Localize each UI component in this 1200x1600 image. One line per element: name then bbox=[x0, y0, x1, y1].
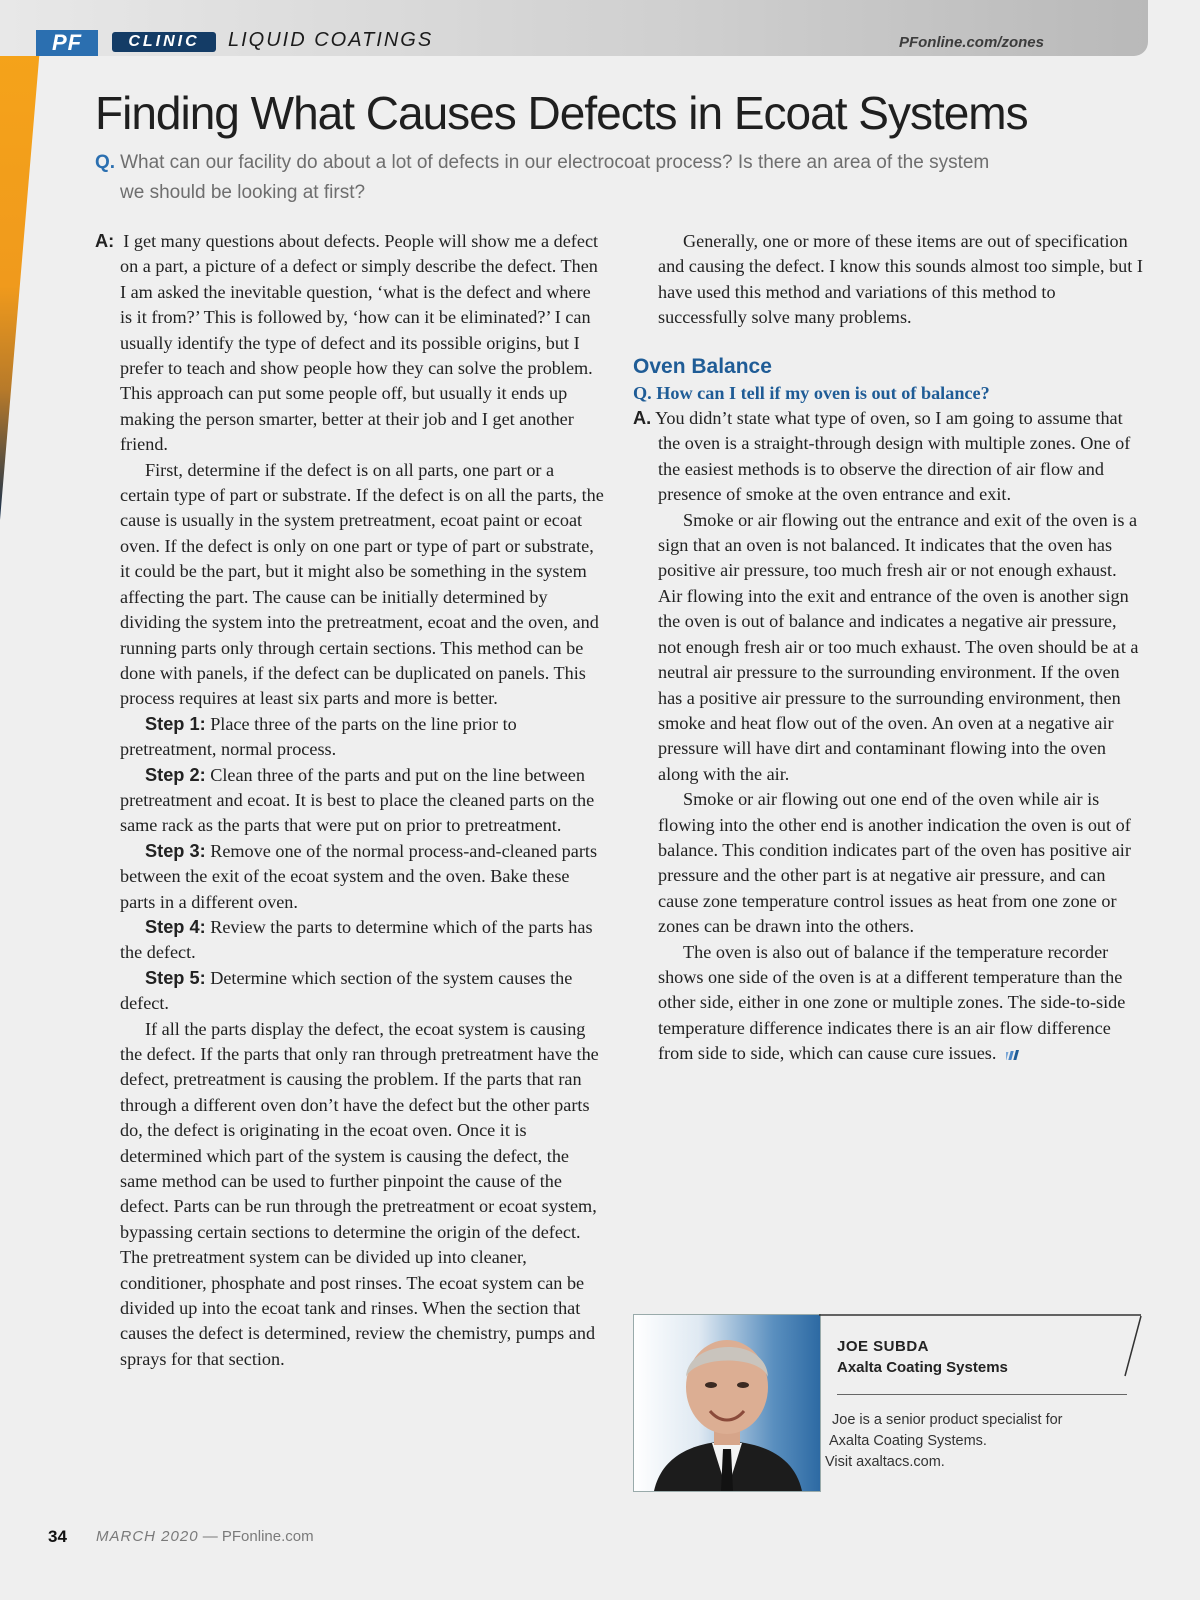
right-column bbox=[633, 229, 1143, 1067]
clinic-badge: CLINIC bbox=[112, 32, 216, 52]
page-number: 34 bbox=[48, 1527, 67, 1546]
answer-paragraph-2: First, determine if the defect is on all parts, one part or a certain type of part or substrate. If the defect is on all the parts, the cause is usually in the system pretreatment, ecoat paint or ecoat oven. If the defect is only on one part or type of part or substrate, it could be the part, but it might also be something in the system affecting the part. The cause can be initially determined by dividing the system into the pretreatment, ecoat and the oven, and running parts only through certain sections. This method can be done with panels, if the defect can be duplicated on panels. This process requires at least six parts and more is better. bbox=[120, 459, 604, 709]
oven-answer-text-1: You didn’t state what type of oven, so I am going to assume that the oven is a straight-through design with multiple zones. One of the easiest methods is to observe the direction of air flow and presence of smoke at the oven entrance and exit. bbox=[655, 408, 1131, 505]
step-4-text: Review the parts to determine which of the parts has the defect. bbox=[120, 916, 593, 963]
question-prefix: Q. bbox=[95, 152, 116, 173]
article-title: Finding What Causes Defects in Ecoat Systems bbox=[95, 87, 1028, 139]
oven-question bbox=[633, 381, 1143, 406]
bio-top-rule bbox=[819, 1314, 1141, 1316]
author-description bbox=[825, 1410, 1115, 1473]
footer-separator: — bbox=[202, 1528, 218, 1545]
answer-paragraph-1 bbox=[95, 229, 605, 458]
step-4 bbox=[95, 915, 605, 966]
author-portrait-icon bbox=[634, 1315, 820, 1491]
oven-question-prefix: Q. bbox=[633, 382, 652, 403]
author-photo bbox=[633, 1314, 821, 1492]
oven-answer-4 bbox=[633, 940, 1143, 1067]
author-name: JOE SUBDA bbox=[837, 1338, 930, 1355]
oven-answer-prefix: A. bbox=[633, 408, 652, 429]
answer-paragraph-4: Generally, one or more of these items are out of specification and causing the defect. I know this sounds almost too simple, but I have used this method and variations of this method to successfully solve many problems. bbox=[658, 231, 1143, 328]
step-5 bbox=[95, 966, 605, 1017]
bio-link[interactable]: Visit axaltacs.com. bbox=[825, 1454, 945, 1470]
step-1-text: Place three of the parts on the line prior to pretreatment, normal process. bbox=[120, 713, 517, 760]
author-bio bbox=[633, 1314, 1141, 1492]
bio-line-1: Joe is a senior product specialist for bbox=[832, 1412, 1063, 1428]
oven-answer-2: Smoke or air flowing out the entrance and exit of the oven is a sign that an oven is not balanced. It indicates that the oven has positive air pressure, too much fresh air or not enough exhaust. Air flowing into the exit and entrance of the oven is another sign the oven is out of balance and indicates a negative air pressure, not enough fresh air or too much exhaust. The oven should be at a neutral air pressure to the surrounding environment. If the oven has a positive air pressure to the surrounding environment, then smoke and heat flow out of the oven. An oven at a negative air pressure will have dirt and contaminant flowing into the oven along with the air. bbox=[658, 509, 1139, 784]
step-5-label: Step 5: bbox=[145, 967, 206, 988]
step-3-text: Remove one of the normal process-and-cleaned parts between the exit of the ecoat system and the oven. Bake these parts in a different oven. bbox=[120, 840, 598, 912]
footer-site-link[interactable]: PFonline.com bbox=[221, 1528, 314, 1545]
left-column bbox=[95, 229, 605, 1372]
oven-question-text: How can I tell if my oven is out of balance? bbox=[656, 382, 990, 403]
question-text: What can our facility do about a lot of defects in our electrocoat process? Is there an area of the system we should be looking at first? bbox=[120, 152, 990, 203]
author-company: Axalta Coating Systems bbox=[837, 1359, 1008, 1376]
step-2-text: Clean three of the parts and put on the line between pretreatment and ecoat. It is best to place the cleaned parts on the same rack as the parts that were put on prior to pretreatment. bbox=[120, 764, 595, 836]
bio-line-2: Axalta Coating Systems. bbox=[829, 1433, 987, 1449]
header-url-link[interactable]: PFonline.com/zones bbox=[898, 34, 1044, 51]
oven-answer-text-4: The oven is also out of balance if the temperature recorder shows one side of the oven is at a different temperature than the other side, either in one zone or multiple zones. The side-to-side temperature difference indicates there is an air flow difference from side to side, which can cause cure issues. bbox=[658, 941, 1126, 1064]
step-3 bbox=[95, 839, 605, 915]
footer-publication bbox=[96, 1528, 314, 1545]
step-2 bbox=[95, 763, 605, 839]
bio-divider bbox=[837, 1394, 1127, 1395]
footer-issue: MARCH 2020 bbox=[96, 1528, 199, 1545]
section-label: LIQUID COATINGS bbox=[228, 29, 434, 51]
answer-paragraph-3: If all the parts display the defect, the ecoat system is causing the defect. If the parts that only ran through pretreatment have the defect, pretreatment is causing the problem. If the parts that ran through a different oven don’t have the defect but the other parts do, the defect is originating in the ecoat oven. Once it is determined which part of the system is causing the defect, the same method can be used to further pinpoint the cause of the defect. Parts can be run through the pretreatment or ecoat system, bypassing certain sections to determine the origin of the defect. The pretreatment system can be divided up into cleaner, conditioner, phosphate and post rinses. The ecoat system can be divided up into the ecoat tank and rinses. When the section that causes the defect is determined, review the chemistry, pumps and sprays for that section. bbox=[120, 1018, 599, 1369]
answer-prefix: A: bbox=[95, 231, 115, 251]
step-1-label: Step 1: bbox=[145, 713, 206, 734]
step-4-label: Step 4: bbox=[145, 916, 206, 937]
answer-text-1: I get many questions about defects. People will show me a defect on a part, a picture of a defect or simply describe the defect. Then I am asked the inevitable question, ‘what is the defect and where is it from?’ This is followed by, ‘how can it be eliminated?’ I can usually identify the type of defect and its possible origins, but I prefer to teach and show people how they can solve the problem. This approach can put some people off, but usually it ends up making the person smarter, better at their job and I get another friend. bbox=[120, 231, 599, 455]
step-5-text: Determine which section of the system causes the defect. bbox=[120, 967, 573, 1014]
step-3-label: Step 3: bbox=[145, 840, 206, 861]
left-accent-stripe bbox=[0, 0, 60, 540]
end-mark-icon bbox=[1006, 1050, 1022, 1060]
bio-frame-decoration bbox=[1123, 1314, 1143, 1378]
step-2-label: Step 2: bbox=[145, 764, 206, 785]
oven-answer-1 bbox=[633, 406, 1143, 508]
oven-balance-heading: Oven Balance bbox=[633, 354, 772, 378]
oven-answer-3: Smoke or air flowing out one end of the oven while air is flowing into the other end is another indication the oven is out of balance. This condition indicates part of the oven has positive air pressure and the other part is at negative air pressure, and can cause zone temperature control issues as heat from one zone or zones can be drawn into the others. bbox=[658, 789, 1131, 937]
intro-question bbox=[95, 148, 1000, 208]
step-1 bbox=[95, 712, 605, 763]
pf-logo: PF bbox=[36, 30, 98, 56]
